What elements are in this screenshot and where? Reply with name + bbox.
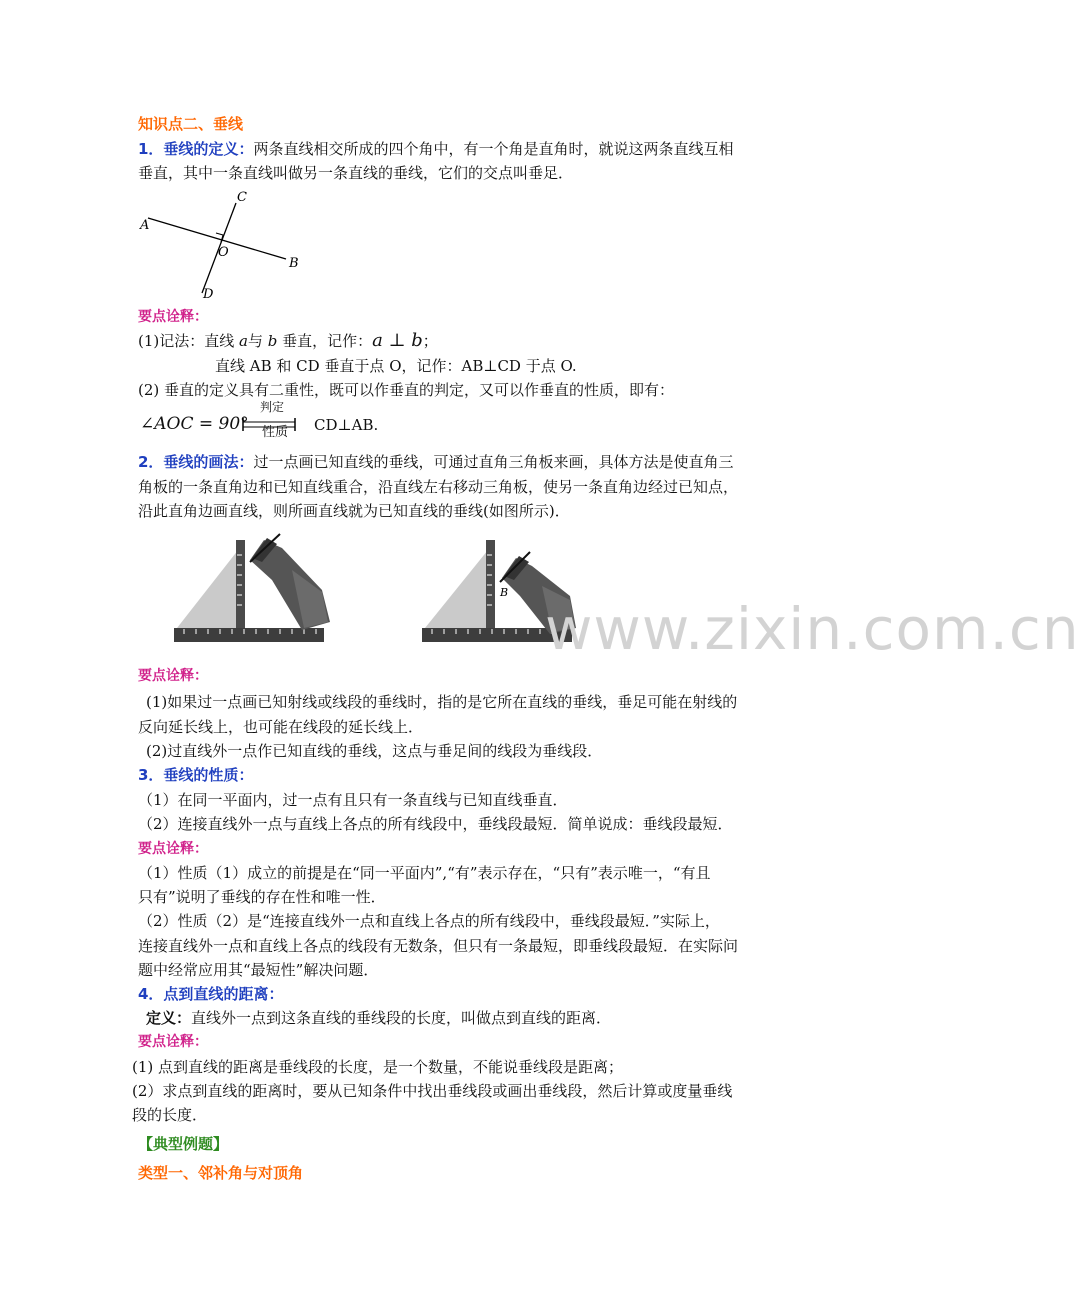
note1-notation-mid: 与 bbox=[247, 332, 268, 350]
draw-line-1 bbox=[138, 451, 733, 473]
property-heading: 3．垂线的性质： bbox=[138, 766, 254, 784]
note3-line-1: （1）性质（1）成立的前提是在“同一平面内”,“有”表示存在，“只有”表示唯一，“有且 bbox=[138, 864, 711, 882]
note1-line-1 bbox=[138, 330, 438, 352]
symbol-b: b bbox=[267, 332, 278, 350]
note1-line-2: 直线 AB 和 CD 垂直于点 O，记作：AB⊥CD 于点 O. bbox=[215, 357, 577, 375]
definition-line-1 bbox=[138, 138, 733, 160]
watermark: www.zixin.com.cn bbox=[545, 595, 1080, 663]
label-b: B bbox=[289, 256, 299, 271]
note1-notation-end: ； bbox=[422, 332, 438, 350]
note4-line-1: (1) 点到直线的距离是垂线段的长度，是一个数量，不能说垂线段是距离； bbox=[132, 1058, 624, 1076]
distance-text: 直线外一点到这条直线的垂线段的长度，叫做点到直线的距离． bbox=[191, 1009, 612, 1027]
draw-text-2: 角板的一条直角边和已知直线重合，沿直线左右移动三角板，使另一条直角边经过已知点， bbox=[138, 478, 739, 496]
label-a: A bbox=[140, 218, 150, 233]
photo-label-b: B bbox=[500, 586, 509, 599]
examples-title: 【典型例题】 bbox=[138, 1135, 229, 1153]
drawing-photo-1 bbox=[172, 530, 332, 658]
definition-text-1: 两条直线相交所成的四个角中，有一个角是直角时，就说这两条直线互相 bbox=[253, 140, 734, 158]
note2-line-2: 反向延长线上，也可能在线段的延长线上． bbox=[138, 718, 424, 736]
formula-result: CD⊥AB. bbox=[314, 416, 379, 434]
note-heading-3: 要点诠释： bbox=[138, 841, 208, 857]
type1-title: 类型一、邻补角与对顶角 bbox=[138, 1164, 304, 1182]
label-o: O bbox=[218, 245, 229, 260]
note1-line-3: (2) 垂直的定义具有二重性，既可以作垂直的判定，又可以作垂直的性质，即有： bbox=[138, 381, 675, 399]
note3-line-3: （2）性质（2）是“连接直线外一点和直线上各点的所有线段中，垂线段最短．”实际上， bbox=[138, 912, 720, 930]
arrow-bottom-label: 性质 bbox=[262, 425, 289, 440]
note4-line-2: (2）求点到直线的距离时，要从已知条件中找出垂线段或画出垂线段，然后计算或度量垂线 bbox=[132, 1082, 733, 1100]
draw-text-3: 沿此直角边画直线，则所画直线就为已知直线的垂线(如图所示)． bbox=[138, 502, 570, 520]
note2-line-3: (2)过直线外一点作已知直线的垂线，这点与垂足间的线段为垂线段． bbox=[146, 742, 603, 760]
note3-line-5: 题中经常应用其“最短性”解决问题． bbox=[138, 961, 379, 979]
note1-notation-pre: (1)记法：直线 bbox=[138, 332, 240, 350]
note1-notation-post: 垂直，记作： bbox=[277, 332, 373, 350]
note3-line-4: 连接直线外一点和直线上各点的线段有无数条，但只有一条最短，即垂线段最短．在实际问 bbox=[138, 937, 739, 955]
symbol-a: a bbox=[239, 332, 248, 350]
arrow-top-label: 判定 bbox=[260, 400, 285, 414]
note4-line-3: 段的长度． bbox=[132, 1106, 208, 1124]
draw-heading: 2．垂线的画法： bbox=[138, 453, 254, 471]
note-heading-2: 要点诠释： bbox=[138, 668, 208, 684]
distance-label: 定义： bbox=[146, 1009, 192, 1027]
draw-text-1: 过一点画已知直线的垂线，可通过直角三角板来画，具体方法是使直角三 bbox=[253, 453, 734, 471]
label-c: C bbox=[237, 190, 247, 205]
note3-line-2: 只有”说明了垂线的存在性和唯一性． bbox=[138, 888, 386, 906]
property-line-2: （2）连接直线外一点与直线上各点的所有线段中，垂线段最短．简单说成：垂线段最短． bbox=[138, 815, 733, 833]
perpendicular-formula: a ⊥ b bbox=[372, 330, 423, 351]
property-line-1: （1）在同一平面内，过一点有且只有一条直线与已知直线垂直． bbox=[138, 791, 568, 809]
note2-line-1: (1)如果过一点画已知射线或线段的垂线时，指的是它所在直线的垂线，垂足可能在射线的 bbox=[146, 693, 738, 711]
label-d: D bbox=[203, 287, 214, 302]
note-heading-1: 要点诠释： bbox=[138, 309, 208, 325]
definition-heading: 1．垂线的定义： bbox=[138, 140, 254, 158]
note-heading-4: 要点诠释： bbox=[138, 1034, 208, 1050]
definition-text-2: 垂直，其中一条直线叫做另一条直线的垂线，它们的交点叫垂足． bbox=[138, 164, 574, 182]
distance-definition bbox=[146, 1007, 611, 1029]
angle-formula: ∠AOC = 90° bbox=[140, 414, 249, 434]
perpendicular-figure bbox=[136, 185, 306, 303]
distance-heading: 4．点到直线的距离： bbox=[138, 985, 284, 1003]
section-title: 知识点二、垂线 bbox=[138, 115, 244, 133]
